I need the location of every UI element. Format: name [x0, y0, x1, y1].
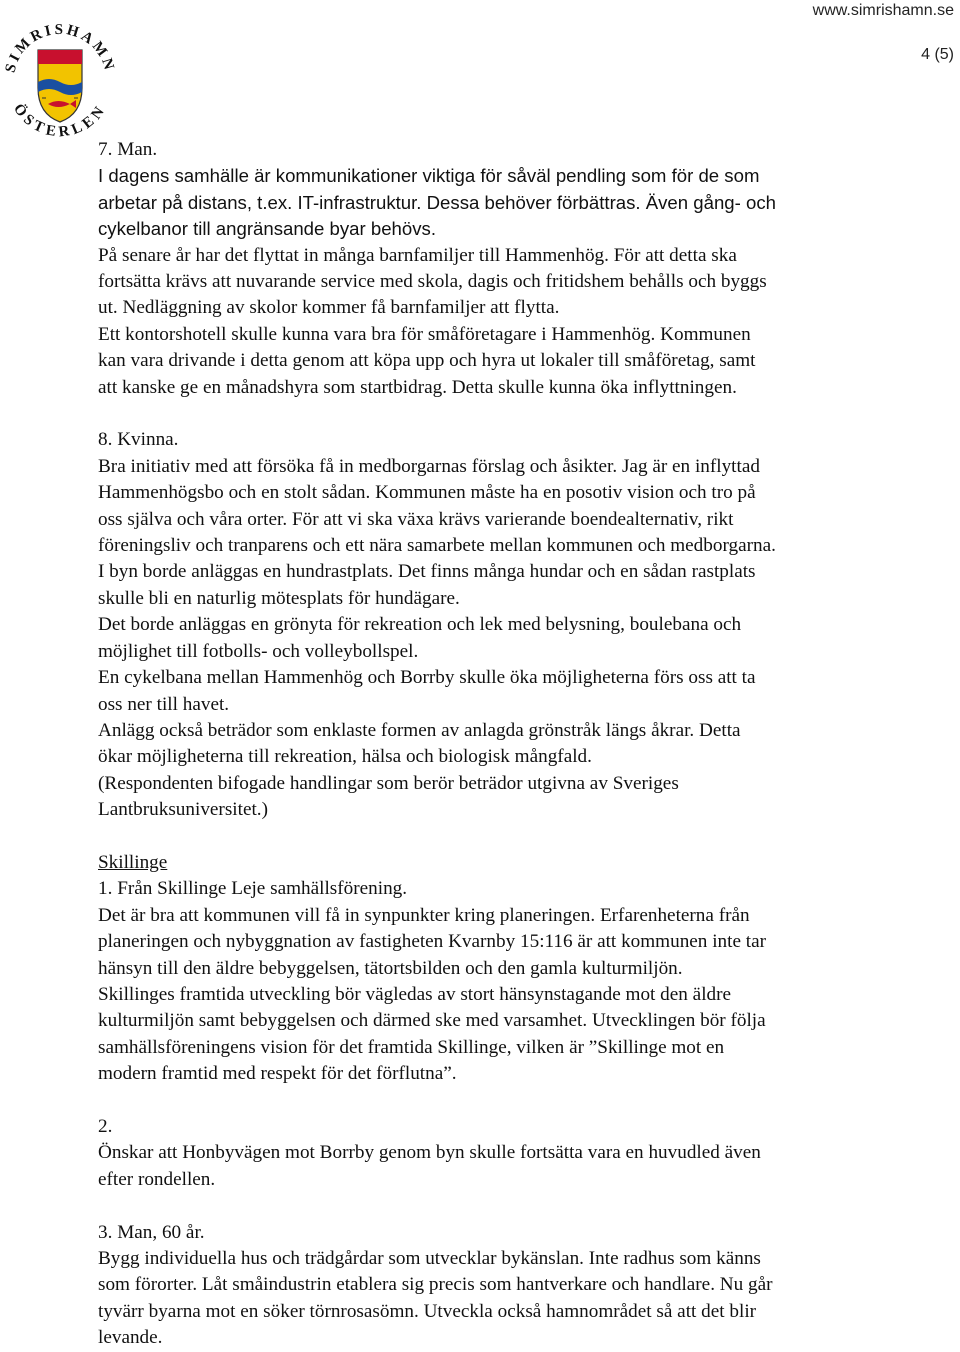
text-line: planeringen och nybyggnation av fastigheten Kvarnby 15:116 är att kommunen inte tar	[98, 931, 767, 953]
text-line: fortsätta krävs att nuvarande service med skola, dagis och fritidshem behålls och byggs	[98, 271, 767, 293]
text-line: Lantbruksuniversitet.)	[98, 799, 268, 821]
text-line: tyvärr byarna mot en söker törnrosasömn. Utveckla också hamnområdet så att det blir	[98, 1300, 757, 1322]
text-line: samhällsföreningens vision för det framtida Skillinge, vilken är ”Skillinge mot en	[98, 1036, 725, 1058]
text-line: En cykelbana mellan Hammenhög och Borrby skulle öka möjligheterna förs oss att ta	[98, 667, 756, 689]
text-line: (Respondenten bifogade handlingar som berör beträdor utgivna av Sveriges	[98, 772, 679, 794]
text-line: Anlägg också beträdor som enklaste formen av anlagda grönstråk längs åkrar. Detta	[98, 719, 741, 741]
logo-bottom-text: ÖSTERLEN	[10, 101, 110, 138]
text-line: oss ner till havet.	[98, 693, 230, 715]
text-line: som förorter. Låt småindustrin etablera sig precis som hantverkare och handlare. Nu går	[98, 1274, 773, 1296]
coat-of-arms-icon	[38, 50, 82, 122]
text-line: Bra initiativ med att försöka få in medborgarnas förslag och åsikter. Jag är en inflyttad	[98, 455, 760, 477]
text-line: På senare år har det flyttat in många barnfamiljer till Hammenhög. För att detta ska	[98, 244, 737, 266]
section-heading: 2.	[98, 1115, 113, 1137]
site-url: www.simrishamn.se	[812, 2, 954, 19]
text-line: Bygg individuella hus och trädgårdar som utvecklar bykänslan. Inte radhus som känns	[98, 1248, 761, 1269]
text-line: Hammenhögsbo och en stolt sådan. Kommunen måste ha en posotiv vision och tro på	[98, 482, 756, 504]
text-line: hänsyn till den äldre bebyggelsen, tätortsbilden och den gamla kulturmiljön.	[98, 957, 683, 979]
text-line: föreningsliv och tranparens och ett nära samarbete mellan kommunen och medborgarna.	[98, 535, 776, 557]
text-line: kulturmiljön samt bebyggelsen och därmed ske med varsamhet. Utvecklingen bör följa	[98, 1010, 766, 1032]
text-line: levande.	[98, 1327, 163, 1349]
page-number: 4 (5)	[921, 46, 954, 63]
section-heading: 3. Man, 60 år.	[98, 1221, 205, 1243]
text-line: skulle bli en naturlig mötesplats för hundägare.	[98, 587, 460, 609]
text-line: möjlighet till fotbolls- och volleybollspel.	[98, 640, 419, 662]
place-heading: Skillinge	[98, 851, 168, 873]
text-line: oss själva och våra orter. För att vi ska växa krävs varierande boendealternativ, rikt	[98, 508, 734, 530]
text-line: kan vara drivande i detta genom att köpa upp och hyra ut lokaler till småföretag, samt	[98, 350, 756, 372]
logo-top-text: SIMRISHAMN	[2, 21, 118, 75]
text-line: Det är bra att kommunen vill få in synpunkter kring planeringen. Erfarenheterna från	[98, 904, 750, 926]
text-line: att kanske ge en månadshyra som startbidrag. Detta skulle kunna öka inflyttningen.	[98, 376, 737, 398]
text-line: arbetar på distans, t.ex. IT-infrastruktur. Dessa behöver förbättras. Även gång- och	[98, 191, 776, 213]
text-line: cykelbanor till angränsande byar behövs.	[98, 218, 436, 240]
text-line: Det borde anläggas en grönyta för rekreation och lek med belysning, boulebana och	[98, 614, 742, 636]
simrishamn-logo	[0, 6, 120, 138]
document-body	[98, 137, 918, 1352]
text-line: ut. Nedläggning av skolor kommer få barnfamiljer att flytta.	[98, 297, 560, 319]
text-line: Önskar att Honbyvägen mot Borrby genom byn skulle fortsätta vara en huvudled även	[98, 1142, 761, 1164]
text-line: Ett kontorshotell skulle kunna vara bra för småföretagare i Hammenhög. Kommunen	[98, 323, 751, 345]
text-line: I byn borde anläggas en hundrastplats. Det finns många hundar och en sådan rastplats	[98, 561, 756, 583]
section-heading: 1. Från Skillinge Leje samhällsförening.	[98, 878, 408, 900]
text-line: I dagens samhälle är kommunikationer viktiga för såväl pendling som för de som	[98, 165, 760, 187]
text-line: ökar möjligheterna till rekreation, hälsa och biologisk mångfald.	[98, 746, 592, 768]
text-line: modern framtid med respekt för det förflutna”.	[98, 1063, 457, 1085]
section-heading: 7. Man.	[98, 139, 158, 160]
text-line: efter rondellen.	[98, 1168, 216, 1190]
text-line: Skillinges framtida utveckling bör vägledas av stort hänsynstagande mot den äldre	[98, 983, 732, 1005]
section-heading: 8. Kvinna.	[98, 429, 179, 451]
